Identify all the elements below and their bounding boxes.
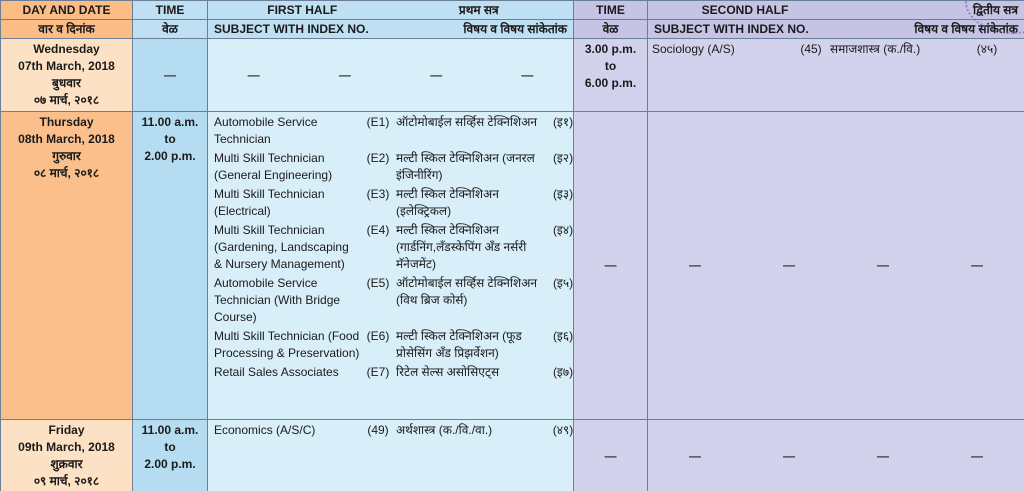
date-cell	[1, 420, 133, 491]
time-start: 3.00 p.m.	[584, 42, 637, 56]
subject-index-mr: (इ२)	[552, 151, 574, 165]
subject-name-mr: अर्थशास्त्र (क./वि./वा.)	[396, 423, 493, 437]
dash: —	[783, 448, 795, 463]
subject-index: (E3)	[366, 187, 390, 201]
subject-item	[208, 273, 573, 326]
subject-index-mr: (इ१)	[552, 115, 574, 129]
header-subject-index-2	[648, 20, 1024, 39]
subject-name-en: Multi Skill Technician (Gardening, Landscaping & Nursery Management)	[214, 223, 349, 271]
day-mr: शुक्रवार	[50, 457, 83, 471]
subject-name-en: Multi Skill Technician (Food Processing & Preservation)	[214, 329, 360, 360]
subject-index-mr: (४९)	[552, 423, 574, 437]
second-subject-cell	[648, 39, 1024, 112]
dash: —	[877, 448, 889, 463]
time-start: 11.00 a.m.	[141, 115, 199, 129]
header-subject-index	[208, 20, 574, 39]
subject-index: (E4)	[366, 223, 390, 237]
subject-name-en: Economics (A/S/C)	[214, 423, 316, 437]
subject-name-en: Sociology (A/S)	[652, 42, 735, 56]
header-subject-index2-mr: विषय व विषय सांकेतांक	[914, 22, 1018, 36]
second-time-cell: —	[574, 420, 648, 491]
header-day-date-mr: वार व दिनांक	[1, 20, 133, 39]
day-en: Friday	[48, 423, 85, 437]
time-end: 2.00 p.m.	[144, 457, 196, 471]
subject-item	[208, 148, 573, 184]
subject-name-mr: मल्टी स्किल टेक्निशिअन (फूड प्रोसेसिंग अँड प्रिझर्वेशन)	[396, 329, 522, 360]
header-second-half-en: SECOND HALF	[701, 3, 789, 17]
header-time-en: TIME	[133, 1, 208, 20]
time-end: 2.00 p.m.	[144, 149, 196, 163]
dash: —	[689, 448, 701, 463]
subject-name-mr: मल्टी स्किल टेक्निशिअन (इलेक्ट्रिकल)	[396, 187, 499, 218]
subject-index: (E7)	[366, 365, 390, 379]
dash: —	[689, 258, 701, 272]
date-cell	[1, 112, 133, 420]
dash: —	[430, 67, 443, 82]
time-start: 11.00 a.m.	[141, 423, 199, 437]
dash: —	[971, 258, 983, 272]
header-subject-index2-en: SUBJECT WITH INDEX NO.	[654, 22, 809, 36]
second-subject-cell	[648, 112, 1024, 420]
date-en: 08th March, 2018	[18, 132, 115, 146]
dash: —	[247, 67, 260, 82]
header-time2-mr: वेळ	[574, 20, 648, 39]
header-time-mr: वेळ	[133, 20, 208, 39]
subject-name-mr: रिटेल सेल्स असोसिएट्स	[396, 365, 500, 379]
first-subject-cell	[208, 420, 574, 491]
header-time2-en: TIME	[574, 1, 648, 20]
subject-name-en: Automobile Service Technician	[214, 115, 318, 146]
subject-name-mr: मल्टी स्किल टेक्निशिअन (गार्डनिंग,लॅंडस्केपिंग अँड नर्सरी मॅनेजमेंट)	[396, 223, 527, 271]
subject-index-mr: (इ६)	[552, 329, 574, 343]
subject-index: (45)	[800, 42, 822, 56]
subject-name-mr: ऑटोमोबाईल सर्व्हिस टेक्निशिअन (विथ ब्रिज कोर्स)	[396, 276, 538, 307]
day-mr: बुधवार	[52, 76, 81, 90]
subject-item	[208, 220, 573, 273]
subject-item	[208, 362, 573, 381]
subject-index-mr: (इ४)	[552, 223, 574, 237]
first-subject-cell	[208, 112, 574, 420]
second-time-cell	[574, 39, 648, 112]
header-first-half-en: FIRST HALF	[267, 3, 338, 17]
date-en: 07th March, 2018	[18, 59, 115, 73]
day-mr: गुरुवार	[52, 149, 81, 163]
header-second-half-mr: द्वितीय सत्र	[973, 3, 1018, 17]
table-row	[1, 112, 1024, 420]
dash: —	[783, 258, 795, 272]
second-time-cell: —	[574, 112, 648, 420]
subject-index-mr: (४५)	[976, 42, 998, 56]
header-day-date-en: DAY AND DATE	[1, 1, 133, 20]
date-mr: ०७ मार्च, २०१८	[33, 93, 100, 107]
day-en: Wednesday	[33, 42, 100, 56]
subject-name-mr: ऑटोमोबाईल सर्व्हिस टेक्निशिअन	[396, 115, 538, 129]
header-subject-index-mr: विषय व विषय सांकेतांक	[463, 22, 567, 36]
subject-item	[208, 184, 573, 220]
day-en: Thursday	[39, 115, 94, 129]
time-to: to	[604, 59, 617, 73]
subject-name-en: Automobile Service Technician (With Bridge Course)	[214, 276, 341, 324]
subject-index-mr: (इ३)	[552, 187, 574, 201]
date-en: 09th March, 2018	[18, 440, 115, 454]
subject-index: (E6)	[366, 329, 390, 343]
subject-name-mr: मल्टी स्किल टेक्निशिअन (जनरल इंजिनीरिंग)	[396, 151, 535, 182]
subject-index: (E2)	[366, 151, 390, 165]
subject-item	[208, 112, 573, 148]
subject-name-en: Multi Skill Technician (Electrical)	[214, 187, 325, 218]
date-cell	[1, 39, 133, 112]
subject-item	[208, 326, 573, 362]
table-row	[1, 420, 1024, 491]
subject-index: (E5)	[366, 276, 390, 290]
dash: —	[521, 67, 534, 82]
header-first-half	[208, 1, 574, 20]
subject-name-en: Retail Sales Associates	[214, 365, 339, 379]
time-end: 6.00 p.m.	[584, 76, 637, 90]
subject-name-mr: समाजशास्त्र (क./वि.)	[830, 42, 921, 56]
table-row	[1, 39, 1024, 112]
first-subject-cell	[208, 39, 574, 112]
first-time-cell	[133, 420, 208, 491]
subject-item	[208, 420, 573, 439]
subject-name-en: Multi Skill Technician (General Engineering)	[214, 151, 333, 182]
subject-index-mr: (इ७)	[552, 365, 574, 379]
time-to: to	[164, 132, 176, 146]
date-mr: ०९ मार्च, २०१८	[33, 474, 100, 488]
subject-index: (49)	[367, 423, 389, 437]
subject-index-mr: (इ५)	[552, 276, 574, 290]
dash: —	[971, 448, 983, 463]
subject-index: (E1)	[366, 115, 390, 129]
header-first-half-mr: प्रथम सत्र	[458, 3, 499, 17]
time-to: to	[164, 440, 176, 454]
dash: —	[877, 258, 889, 272]
date-mr: ०८ मार्च, २०१८	[33, 166, 100, 180]
dash: —	[338, 67, 351, 82]
second-subject-cell	[648, 420, 1024, 491]
header-subject-index-en: SUBJECT WITH INDEX NO.	[214, 22, 369, 36]
first-time-cell	[133, 112, 208, 420]
first-time-cell: —	[133, 39, 208, 112]
